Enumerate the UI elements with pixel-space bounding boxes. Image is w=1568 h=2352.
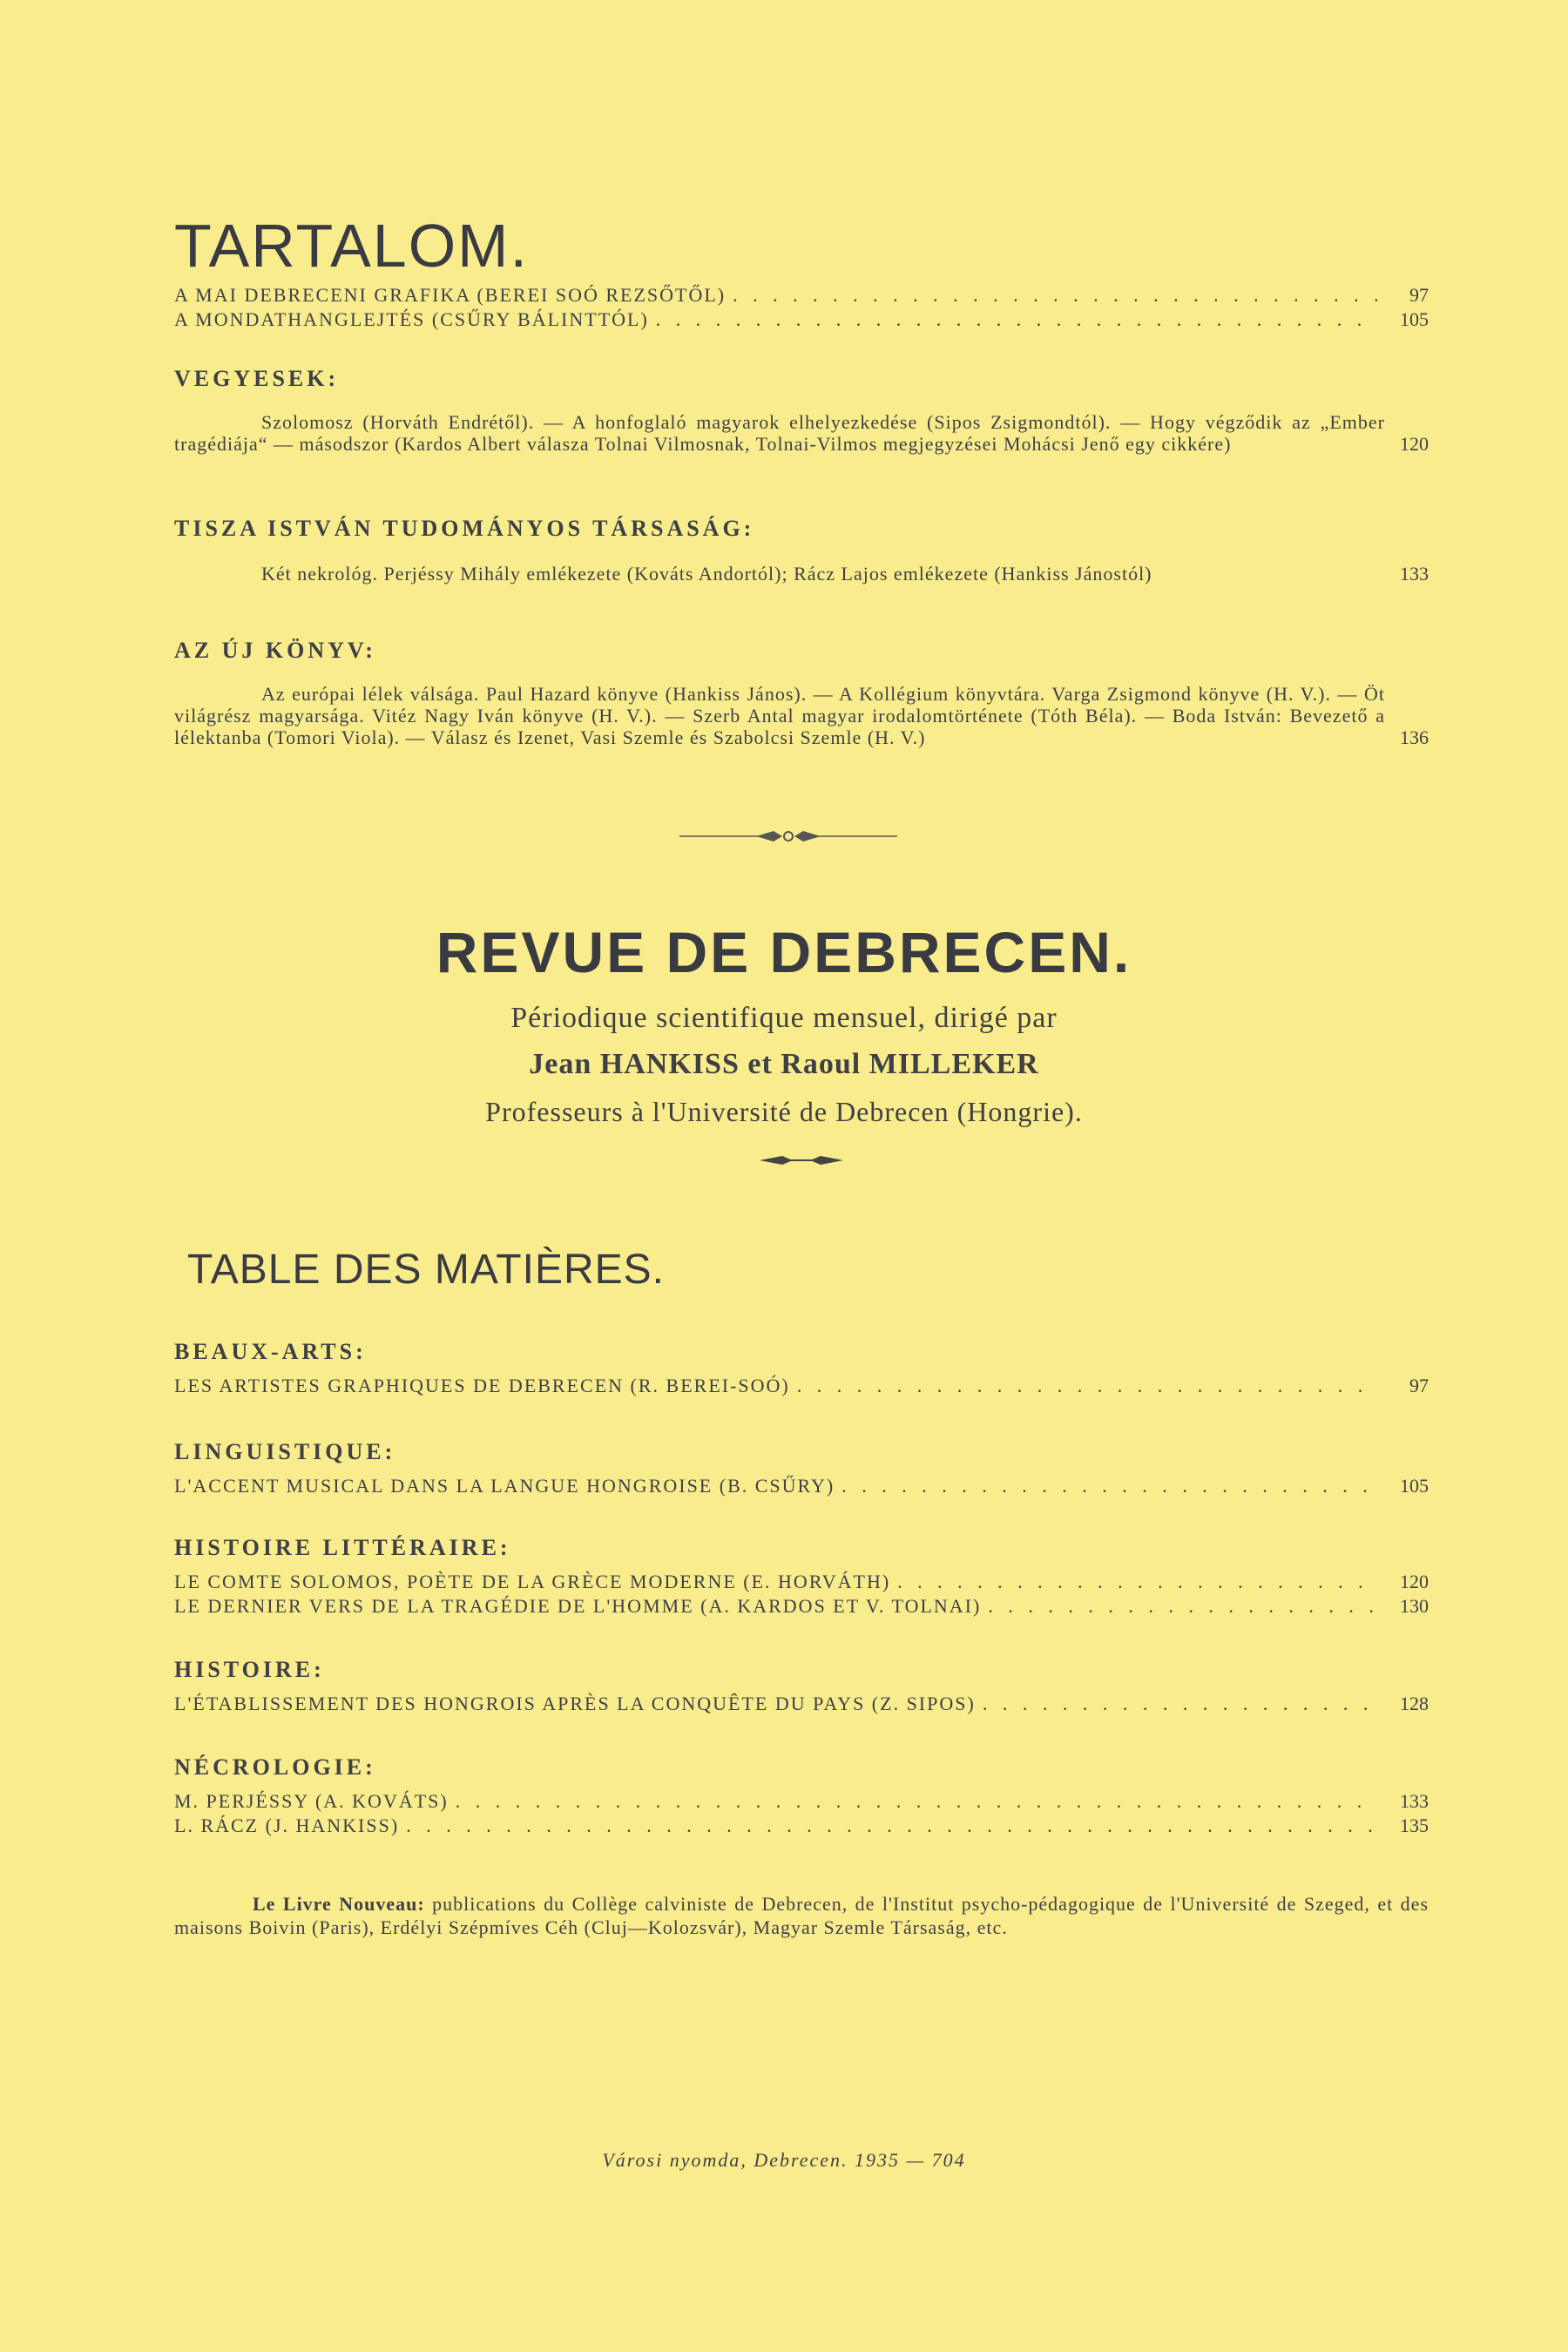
leader-dots [733,283,1378,308]
section-heading: AZ ÚJ KÖNYV: [174,638,376,663]
toc-entry-page: 120 [1400,1571,1429,1592]
printer-footer: Városi nyomda, Debrecen. 1935 — 704 [602,2149,966,2171]
revue-affiliation: Professeurs à l'Université de Debrecen (Hongrie). [485,1096,1083,1127]
note-livre-nouveau [174,1892,1429,1939]
section-linguistique [174,1437,1429,1498]
toc-entry [174,1570,1429,1594]
section-text: Az európai lélek válsága. Paul Hazard könyve (Hankiss János). — A Kollégium könyvtára. Varga Zsigmond könyve (H. V.). — Öt világrész magyarsága. Vitéz Nagy Iván könyve (H. V.). — Szerb Antal magyar irodalomtörténete (Tóth Béla). — Boda István: Bevezető a lélektanba (Tomori Viola). — Válasz és Izenet, Vasi Szemle és Szabolcsi Szemle (H. V.) [174,683,1385,748]
section-text: Szolomosz (Horváth Endrétől). — A honfoglaló magyarok elhelyezkedése (Sipos Zsigmondtól). — Hogy végződik az „Ember tragédiája“ — másodszor (Kardos Albert válasza Tolnai Vilmosnak, Tolnai-Vilmos megjegyzései Mohácsi Jenő egy cikkére) [174,411,1385,455]
toc-entry-page: 105 [1400,308,1429,330]
section-heading: HISTOIRE LITTÉRAIRE: [174,1535,511,1560]
section-tisza [174,514,1429,585]
ornament-divider-icon [679,823,897,849]
toc-entry-page: 130 [1400,1595,1429,1617]
toc-entry [174,308,1429,332]
revue-subtitle: Périodique scientifique mensuel, dirigé par [510,1002,1058,1034]
leader-dots [656,308,1378,332]
section-page: 136 [1400,727,1429,748]
leader-dots [983,1692,1378,1716]
ornament-small-icon [758,1150,845,1171]
leader-dots [988,1594,1378,1619]
section-necrologie [174,1753,1429,1838]
leader-dots [841,1474,1378,1498]
section-page: 120 [1400,433,1429,455]
revue-title: REVUE DE DEBRECEN. [436,920,1132,984]
section-histoire [174,1655,1429,1716]
section-heading: VEGYESEK: [174,366,340,391]
toc-entry [174,1814,1429,1838]
toc-entry-page: 105 [1400,1475,1429,1497]
section-heading: LINGUISTIQUE: [174,1439,396,1464]
leader-dots [797,1374,1378,1398]
toc-entry-text: L'ÉTABLISSEMENT DES HONGROIS APRÈS LA CONQUÊTE DU PAYS (Z. SIPOS) [174,1693,976,1714]
section-heading: BEAUX-ARTS: [174,1339,367,1364]
note-label: Le Livre Nouveau: [253,1893,425,1915]
section-heading: TISZA ISTVÁN TUDOMÁNYOS TÁRSASÁG: [174,516,755,541]
hungarian-title: TARTALOM. [174,211,529,280]
toc-entry-text: M. PERJÉSSY (A. KOVÁTS) [174,1790,449,1812]
leader-dots [406,1814,1378,1838]
section-paragraph [174,683,1429,748]
note-text: publications du Collège calviniste de Debrecen, de l'Institut psycho-pédagogique de l'Université de Szeged, et des maisons Boivin (Paris), Erdélyi Szépmíves Céh (Cluj—Kolozsvár), Magyar Szemle Társaság, etc. [174,1893,1429,1938]
section-vegyesek [174,364,1429,455]
toc-entry-page: 135 [1400,1815,1429,1836]
section-beaux-arts [174,1337,1429,1398]
toc-entry-text: LE DERNIER VERS DE LA TRAGÉDIE DE L'HOMME (A. KARDOS ET V. TOLNAI) [174,1595,982,1617]
toc-entry-text: L. RÁCZ (J. HANKISS) [174,1815,400,1836]
toc-entry-page: 97 [1409,1375,1429,1396]
toc-entry [174,283,1429,308]
section-page: 133 [1400,563,1429,585]
section-heading: NÉCROLOGIE: [174,1754,376,1780]
french-title: TABLE DES MATIÈRES. [187,1247,666,1293]
section-heading: HISTOIRE: [174,1657,325,1682]
toc-entry-text: A MONDATHANGLEJTÉS (CSŰRY BÁLINTTÓL) [174,308,649,330]
toc-entry-text: L'ACCENT MUSICAL DANS LA LANGUE HONGROISE (B. CSŰRY) [174,1475,835,1497]
toc-entry-text: LES ARTISTES GRAPHIQUES DE DEBRECEN (R. BEREI-SOÓ) [174,1375,790,1396]
toc-entry [174,1374,1429,1398]
toc-entry [174,1789,1429,1814]
toc-entry-page: 133 [1400,1790,1429,1812]
section-paragraph [174,411,1429,455]
toc-entry-text: A MAI DEBRECENI GRAFIKA (BEREI SOÓ REZSŐTŐL) [174,284,727,306]
toc-entry [174,1474,1429,1498]
leader-dots [897,1570,1378,1594]
toc-entry-page: 128 [1400,1693,1429,1714]
section-text: Két nekrológ. Perjéssy Mihály emlékezete (Kováts Andortól); Rácz Lajos emlékezete (Hankiss Jánostól) [261,563,1152,585]
toc-entry-text: LE COMTE SOLOMOS, POÈTE DE LA GRÈCE MODERNE (E. HORVÁTH) [174,1571,891,1592]
section-paragraph [174,563,1429,585]
toc-entry [174,1692,1429,1716]
toc-entry [174,1594,1429,1619]
section-uj-konyv [174,636,1429,748]
hungarian-articles [174,283,1429,332]
section-histoire-litteraire [174,1533,1429,1619]
toc-entry-page: 97 [1409,284,1429,306]
revue-editors: Jean HANKISS et Raoul MILLEKER [529,1048,1039,1080]
leader-dots [456,1789,1378,1814]
